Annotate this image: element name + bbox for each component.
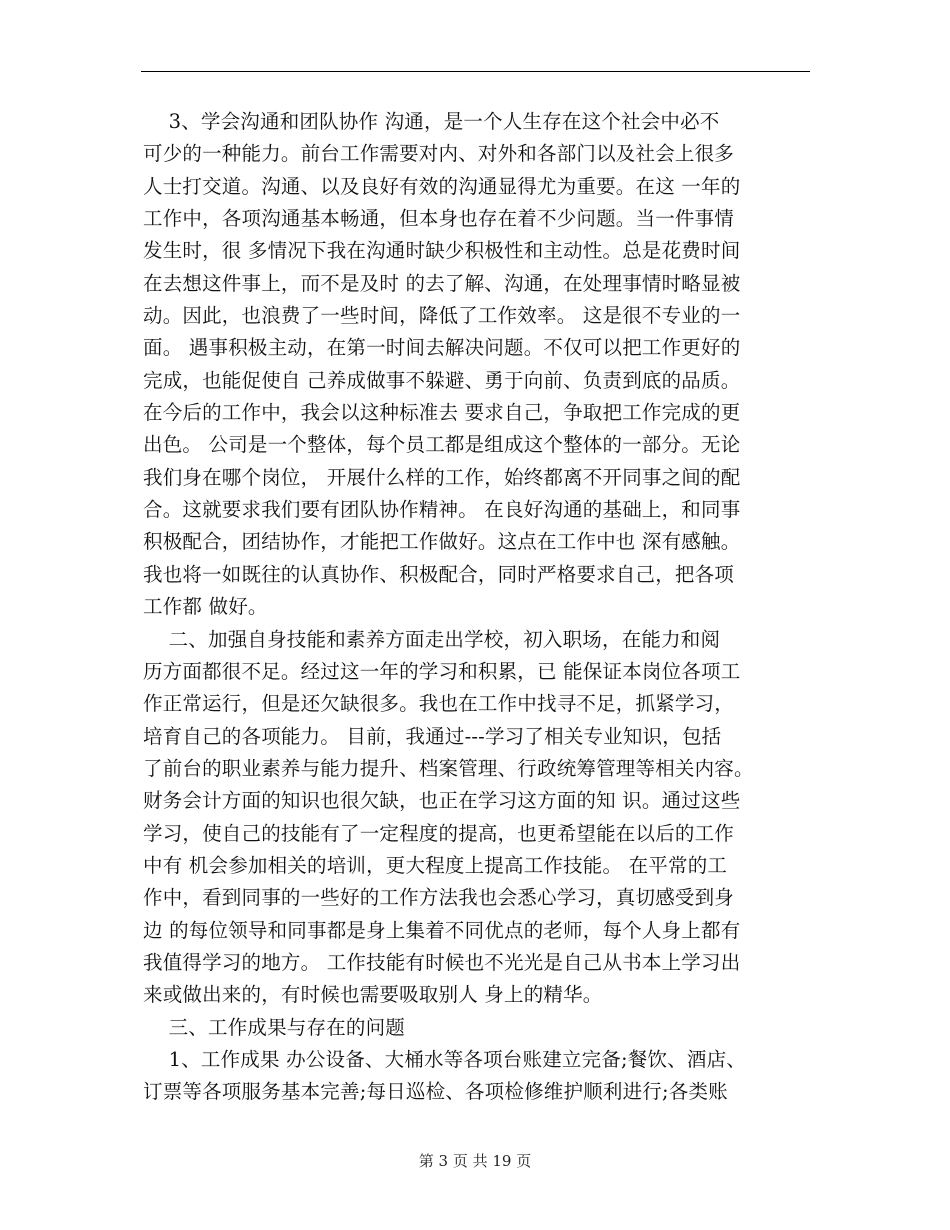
text-line: 培育自己的各项能力。 目前，我通过---学习了相关专业知识，包括: [143, 724, 722, 748]
text-line: 历方面都很不足。经过这一年的学习和积累，已 能保证本岗位各项工: [143, 659, 741, 683]
text-line: 工作中，各项沟通基本畅通，但本身也存在着不少问题。当一件事情: [143, 207, 735, 231]
text-line: 我们身在哪个岗位， 开展什么样的工作，始终都离不开同事之间的配: [143, 465, 741, 489]
text-line: 来或做出来的，有时候也需要吸取别人 身上的精华。: [143, 983, 603, 1007]
text-line: 发生时，很 多情况下我在沟通时缺少积极性和主动性。总是花费时间: [143, 239, 741, 263]
text-line: 边 的每位领导和同事都是身上集着不同优点的老师，每个人身上都有: [143, 918, 741, 942]
body-text: [143, 106, 823, 1109]
text-line: 作中，看到同事的一些好的工作方法我也会悉心学习，真切感受到身: [143, 886, 735, 910]
page-footer: 第 3 页 共 19 页: [418, 1152, 532, 1170]
text-line: 积极配合，团结协作，才能把工作做好。这点在工作中也 深有感触。: [143, 530, 741, 554]
text-line: 在去想这件事上，而不是及时 的去了解、沟通，在处理事情时略显被: [143, 271, 741, 295]
text-line: 面。 遇事积极主动，在第一时间去解决问题。不仅可以把工作更好的: [143, 336, 741, 360]
text-line: 动。因此，也浪费了一些时间，降低了工作效率。 这是很不专业的一: [143, 304, 741, 328]
text-line: 二、加强自身技能和素养方面走出学校，初入职场，在能力和阅: [143, 627, 721, 651]
text-line: 中有 机会参加相关的培训，更大程度上提高工作技能。 在平常的工: [143, 853, 728, 877]
text-line: 学习，使自己的技能有了一定程度的提高，也更希望能在以后的工作: [143, 821, 735, 845]
text-line: 完成，也能促使自 己养成做事不躲避、勇于向前、负责到底的品质。: [143, 368, 741, 392]
text-line: 在今后的工作中，我会以这种标准去 要求自己，争取把工作完成的更: [143, 401, 741, 425]
text-line: 财务会计方面的知识也很欠缺，也正在学习这方面的知 识。通过这些: [143, 789, 741, 813]
text-line: 我也将一如既往的认真协作、积极配合，同时严格要求自己，把各项: [143, 562, 735, 586]
header-rule: [141, 71, 810, 72]
text-line: 可少的一种能力。前台工作需要对内、对外和各部门以及社会上很多: [143, 142, 735, 166]
text-line: 工作都 做好。: [143, 595, 268, 619]
text-line: 了前台的职业素养与能力提升、档案管理、行政统筹管理等相关内容。: [143, 756, 754, 780]
text-line: 合。这就要求我们要有团队协作精神。 在良好沟通的基础上，和同事: [143, 498, 741, 522]
text-line: 我值得学习的地方。 工作技能有时候也不光光是自己从书本上学习出: [143, 950, 741, 974]
text-line: 作正常运行，但是还欠缺很多。我也在工作中找寻不足，抓紧学习，: [143, 692, 735, 716]
text-line: 出色。 公司是一个整体，每个员工都是组成这个整体的一部分。无论: [143, 433, 741, 457]
text-line: 三、工作成果与存在的问题: [143, 1015, 405, 1039]
text-line: 3、学会沟通和团队协作 沟通，是一个人生存在这个社会中必不: [143, 110, 720, 133]
text-line: 订票等各项服务基本完善;每日巡检、各项检修维护顺利进行;各类账: [143, 1080, 728, 1104]
text-line: 1、工作成果 办公设备、大桶水等各项台账建立完备;餐饮、酒店、: [143, 1047, 746, 1071]
text-line: 人士打交道。沟通、以及良好有效的沟通显得尤为重要。在这 一年的: [143, 174, 741, 198]
